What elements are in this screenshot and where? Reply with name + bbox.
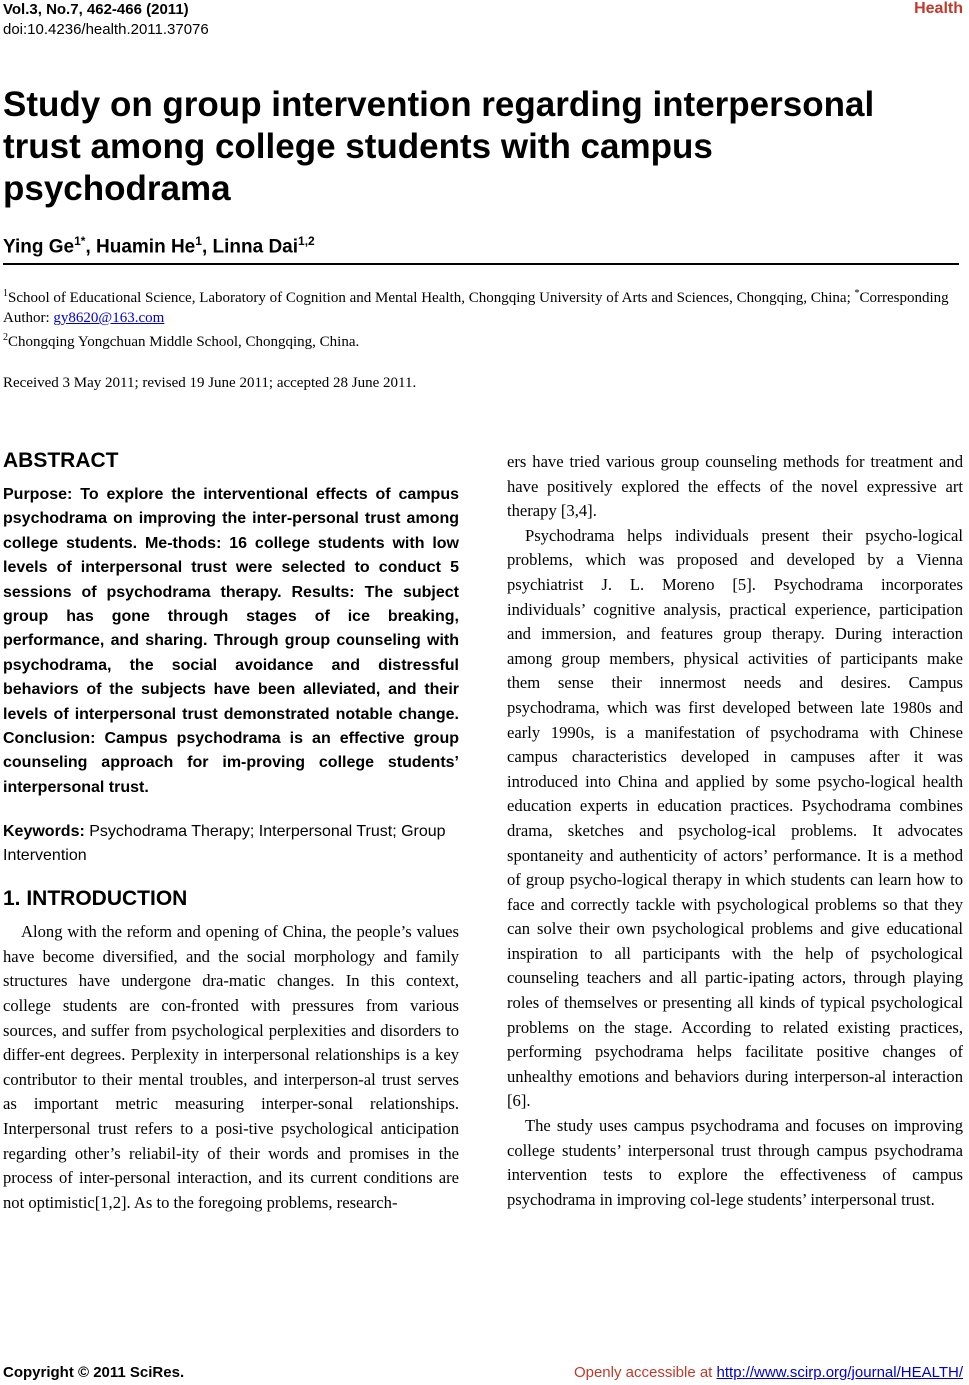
journal-url-link[interactable]: http://www.scirp.org/journal/HEALTH/ [716,1364,963,1381]
journal-name: Health [914,0,963,17]
author-sup: 1* [74,234,86,248]
paper-title: Study on group intervention regarding interpersonal trust among college students with campus psychodrama [3,85,875,208]
volume-info: Vol.3, No.7, 462-466 (2011) [3,1,189,18]
right-column [507,450,963,1212]
author-sup: 1 [195,234,202,248]
affiliation-1: $^1$School of Educational Science, Laboratory of Cognition and Mental Health, Chongqing University of Arts and Sciences, Chongqing, China; *Corresponding Author: gy8620@163.com [3,288,949,326]
author-sep: , [201,236,213,258]
running-header [3,0,209,40]
open-access-note: Openly accessible at http://www.scirp.org/journal/HEALTH/ [573,1364,963,1381]
keywords-label: Keywords: [3,823,85,841]
intro-heading: 1. INTRODUCTION [3,887,188,911]
intro-paragraph-1: Along with the reform and opening of China, the people’s values have become diversified, and the social morphology and family structures have undergone dra-matic changes. In this context, college students are con-fronted with pressures from various sources, and suffer from psychological perplexities and disorders to differ-ent degrees. Perplexity in interpersonal relationships is a key contributor to their mental troubles, and interperson-al trust serves as important metric measuring interper-sonal relationships. Interpersonal trust refers to a posi-tive psychological anticipation regarding other’s reliabil-ity of their words and promises in the process of inter-personal interaction, and its current conditions are not optimistic[1,2]. As to the foregoing problems, research- [3,922,459,1212]
author-name: Huamin He [96,236,196,258]
doi: doi:10.4236/health.2011.37076 [3,21,209,38]
author-sup: 1,2 [298,234,315,248]
copyright: Copyright © 2011 SciRes. [3,1364,185,1381]
author-sep: , [85,236,96,258]
title-divider [3,263,959,265]
abstract-body: Purpose: To explore the interventional effects of campus psychodrama on improving the inter-personal trust among college students. Me-thods: 16 college students with low levels of interpersonal trust were selected to conduct 5 sessions of psychodrama therapy. Results: The subject group has gone through stages of ice breaking, performance, and sharing. Through group counseling with psychodrama, the social avoidance and distressful behaviors of the subjects have been alleviated, and their levels of interpersonal trust demonstrated notable change. Conclusion: Campus psychodrama is an effective group counseling approach for im-proving college students’ interpersonal trust. [3,486,459,796]
author-name: Linna Dai [212,236,299,258]
keywords-text: Psychodrama Therapy; Interpersonal Trust; Group Intervention [3,823,446,865]
keywords [3,820,459,868]
author-list [3,234,315,258]
email-link[interactable]: gy8620@163.com [53,310,165,326]
affiliations [3,284,969,352]
left-column [3,448,459,1215]
author-name: Ying Ge [3,236,75,258]
intro-paragraph-2: Psychodrama helps individuals present their psycho-logical problems, which was proposed and developed by a Vienna psychiatrist J. L. Moreno [5]. Psychodrama incorporates individuals’ cognitive analysis, practical experience, participation and immersion, and features group therapy. During interaction among group members, physical activities of participants make them sense their innermost needs and desires. Campus psychodrama, which was first developed between late 1980s and early 1990s, is a manifestation of psychodrama with Chinese campus characteristics developed in campuses after it was introduced into China and applied by some psycho-logical health education experts in education practices. Psychodrama combines drama, sketches and psycholog-ical problems. It advocates spontaneity and authenticity of actors’ performance. It is a method of group psycho-logical therapy in which students can learn how to face and correctly tackle with psychological problems so that they can solve their own psychological problems and give educational inspiration to all participants with the help of psychological counseling teachers and all partic-ipating actors, through playing roles of themselves or presenting all kinds of typical psychological problems on the stage. According to related existing practices, performing psychodrama helps facilitate positive changes of unhealthy emotions and behaviors during interperson-al interaction [6]. [507,525,963,1111]
received-dates: Received 3 May 2011; revised 19 June 2011; accepted 28 June 2011. [3,375,417,391]
abstract-heading: ABSTRACT [3,449,119,472]
intro-paragraph-3: The study uses campus psychodrama and focuses on improving college students’ interpersonal trust through campus psychodrama intervention tests to explore the effectiveness of campus psychodrama in improving col-lege students’ interpersonal trust. [507,1116,963,1209]
affiliation-2: $^2$Chongqing Yongchuan Middle School, Chongqing, China. [3,332,360,350]
intro-paragraph-1-cont: ers have tried various group counseling methods for treatment and have positively explored the effects of the novel expressive art therapy [3,4]. [507,452,963,521]
